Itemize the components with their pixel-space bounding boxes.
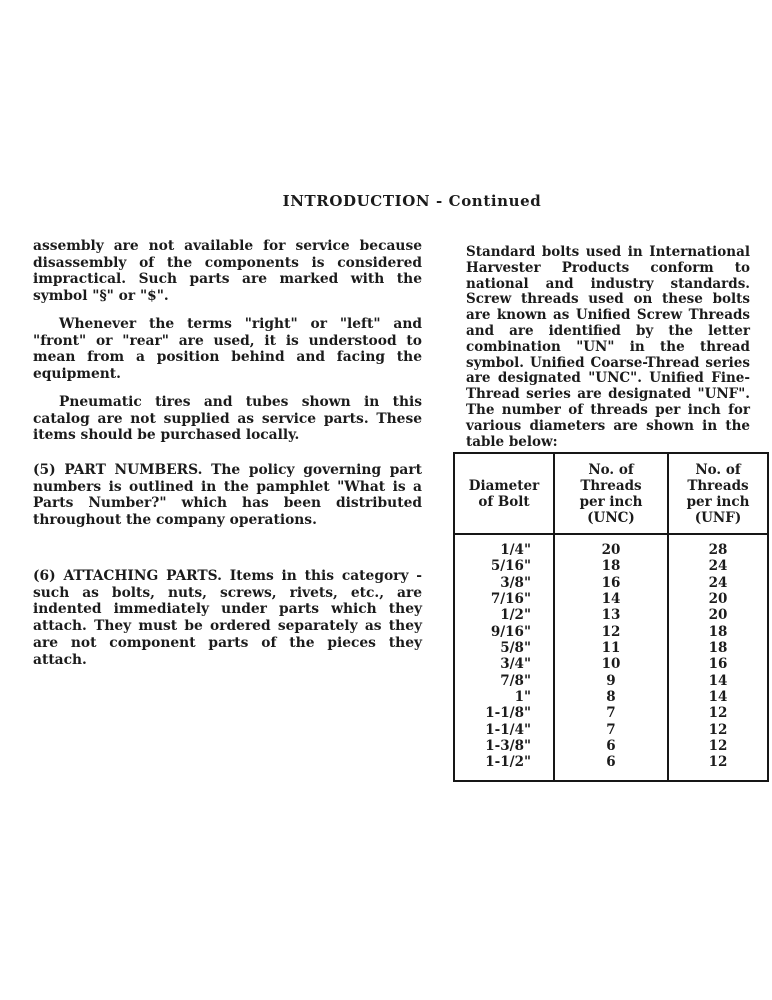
diameter-cell: 1" (514, 689, 531, 706)
table-row (454, 575, 768, 591)
unf-cell: 24 (668, 575, 768, 591)
unc-cell: 11 (554, 640, 668, 656)
unf-cell: 18 (668, 624, 768, 640)
paragraph-orientation-terms: Whenever the terms "right" or "left" and "front" or "rear" are used, it is understood to mean from a position behind and facing the equipment. (33, 316, 422, 383)
unf-cell: 16 (668, 656, 768, 672)
unf-cell: 20 (668, 591, 768, 607)
unc-cell: 13 (554, 607, 668, 623)
unc-cell: 14 (554, 591, 668, 607)
table-row (454, 722, 768, 738)
unf-cell: 12 (668, 754, 768, 780)
paragraph-pneumatic-tires: Pneumatic tires and tubes shown in this catalog are not supplied as service parts. These items should be purchased locally. (33, 394, 422, 444)
unf-cell: 14 (668, 673, 768, 689)
header-row (454, 453, 768, 534)
paragraph-standard-bolts: Standard bolts used in International Harvester Products conform to national and industry standards. Screw threads used on these bolts are known as Unified Screw Threads and are identified by the letter combination "UN" in the thread symbol. Unified Coarse-Thread series are designated "UNC". Unified Fine-Thread series are designated "UNF". The number of threads per inch for various diameters are shown in the table below: (466, 244, 750, 450)
header-unc-line: (UNC) (587, 509, 635, 526)
header-unf-line: (UNF) (694, 509, 742, 526)
unc-cell: 18 (554, 558, 668, 574)
diameter-cell: 1/4" (500, 542, 531, 558)
unf-cell: 12 (668, 722, 768, 738)
diameter-cell: 9/16" (490, 623, 531, 640)
unc-cell: 7 (554, 722, 668, 738)
unc-cell: 6 (554, 738, 668, 754)
diameter-cell: 3/8" (500, 574, 531, 591)
table-row (454, 558, 768, 574)
unc-cell: 12 (554, 624, 668, 640)
section-part-numbers: (5) PART NUMBERS. The policy governing part numbers is outlined in the pamphlet "What is a Parts Number?" which has been distributed throughout the company operations. (33, 462, 422, 529)
table-row (454, 591, 768, 607)
header-unf-line: Threads (687, 477, 749, 494)
header-unf (668, 453, 768, 534)
table-row (454, 738, 768, 754)
diameter-cell: 1-1/8" (485, 705, 531, 722)
unf-cell: 24 (668, 558, 768, 574)
header-unf-line: per inch (686, 493, 750, 510)
unf-cell: 14 (668, 689, 768, 705)
unc-cell: 7 (554, 705, 668, 721)
header-unc-line: No. of (588, 461, 634, 478)
diameter-cell: 1-1/2" (485, 754, 531, 771)
diameter-cell: 7/16" (490, 591, 531, 608)
header-unc-line: per inch (579, 493, 643, 510)
table-row (454, 640, 768, 656)
header-unc-line: Threads (580, 477, 642, 494)
header-diameter-line: of Bolt (478, 493, 530, 510)
header-unf-line: No. of (695, 461, 741, 478)
diameter-cell: 1-1/4" (485, 721, 531, 738)
diameter-cell: 1-3/8" (485, 738, 531, 755)
paragraph-service-availability: assembly are not available for service because disassembly of the components is considered impractical. Such parts are marked with the symbol "§" or "$". (33, 238, 422, 305)
table-row (454, 705, 768, 721)
unc-cell: 9 (554, 673, 668, 689)
unf-cell: 18 (668, 640, 768, 656)
unc-cell: 16 (554, 575, 668, 591)
thread-table-header (454, 453, 768, 534)
thread-table-body (454, 534, 768, 781)
diameter-cell: 3/4" (500, 656, 531, 673)
table-row (454, 607, 768, 623)
header-unc (554, 453, 668, 534)
diameter-cell: 5/8" (500, 640, 531, 657)
unf-cell: 12 (668, 738, 768, 754)
unc-cell: 8 (554, 689, 668, 705)
header-diameter-line: Diameter (468, 477, 540, 494)
unc-cell: 10 (554, 656, 668, 672)
unf-cell: 12 (668, 705, 768, 721)
unf-cell: 20 (668, 607, 768, 623)
table-row (454, 624, 768, 640)
table-row (454, 689, 768, 705)
table-row (454, 656, 768, 672)
thread-table (453, 452, 769, 782)
diameter-cell: 7/8" (500, 672, 531, 689)
section-attaching-parts: (6) ATTACHING PARTS. Items in this category - such as bolts, nuts, screws, rivets, etc., are indented immediately under parts which they attach. They must be ordered separately as they are not component parts of the pieces they attach. (33, 568, 422, 668)
diameter-cell: 5/16" (490, 558, 531, 575)
unf-cell: 28 (668, 534, 768, 558)
unc-cell: 6 (554, 754, 668, 780)
header-diameter (454, 453, 554, 534)
diameter-cell: 1/2" (500, 607, 531, 624)
table-row (454, 534, 768, 558)
table-row (454, 673, 768, 689)
unc-cell: 20 (554, 534, 668, 558)
table-row (454, 754, 768, 780)
page-title: INTRODUCTION - Continued (282, 192, 542, 210)
